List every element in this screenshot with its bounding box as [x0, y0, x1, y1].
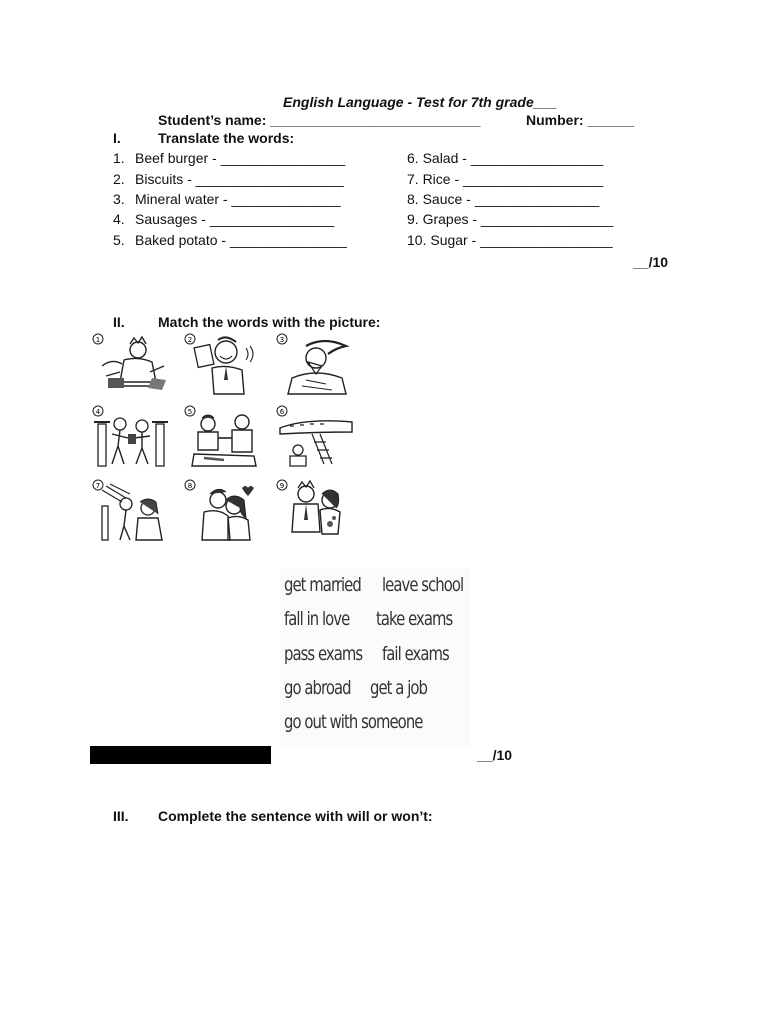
word-bank-item: take exams	[376, 608, 453, 630]
word-bank-item: go abroad	[284, 677, 351, 699]
word-bank-image	[280, 568, 470, 746]
section-1-numeral: I.	[113, 130, 121, 146]
picture-number: 9	[279, 482, 285, 490]
section-2-numeral: II.	[113, 314, 125, 330]
picture-9-illustration	[276, 478, 354, 542]
section-3-heading	[113, 808, 433, 824]
section-2-title: Match the words with the picture:	[158, 314, 381, 330]
picture-number: 4	[95, 408, 101, 416]
picture-number: 5	[187, 408, 193, 416]
word-bank-item: get married	[284, 574, 361, 596]
list-item: 5. Baked potato - _______________	[113, 232, 347, 248]
list-item: 3. Mineral water - ______________	[113, 191, 341, 207]
picture-5-illustration	[184, 404, 262, 468]
section-2-score: __/10	[477, 747, 513, 763]
word-bank-item: fall in love	[284, 608, 350, 630]
word-bank-item: pass exams	[284, 643, 363, 665]
word-bank-item: go out with someone	[284, 711, 423, 733]
word-bank-item: fail exams	[382, 643, 449, 665]
picture-number: 8	[187, 482, 193, 490]
list-item: 9. Grapes - _________________	[407, 211, 614, 227]
picture-8-illustration	[184, 478, 262, 542]
picture-number: 7	[95, 482, 101, 490]
picture-1-illustration	[92, 332, 170, 396]
list-item: 6. Salad - _________________	[407, 150, 604, 166]
section-3-title: Complete the sentence with will or won’t:	[158, 808, 433, 824]
picture-number: 6	[279, 408, 285, 416]
section-3-numeral: III.	[113, 808, 129, 824]
picture-4-illustration	[92, 404, 170, 468]
list-item: 10. Sugar - _________________	[407, 232, 613, 248]
list-item: 7. Rice - __________________	[407, 171, 604, 187]
word-bank-item: leave school	[382, 574, 464, 596]
picture-6-illustration	[276, 404, 354, 468]
picture-number: 3	[279, 336, 285, 344]
number-label: Number: ______	[526, 112, 635, 128]
list-item: 4. Sausages - ________________	[113, 211, 335, 227]
section-1-heading	[113, 130, 294, 146]
list-item: 2. Biscuits - ___________________	[113, 171, 344, 187]
section-1-title: Translate the words:	[158, 130, 295, 146]
picture-number: 2	[187, 336, 193, 344]
picture-3-illustration	[276, 332, 354, 396]
picture-number: 1	[95, 336, 101, 344]
word-bank-item: get a job	[370, 677, 428, 699]
list-item: 8. Sauce - ________________	[407, 191, 600, 207]
picture-grid	[92, 332, 354, 542]
redaction-bar	[90, 746, 271, 764]
section-1-score: __/10	[633, 254, 669, 270]
page-title: English Language - Test for 7th grade___	[283, 94, 558, 110]
section-2-heading	[113, 314, 380, 330]
picture-7-illustration	[92, 478, 170, 542]
student-name-label: Student’s name: ___________________________	[158, 112, 481, 128]
list-item: 1. Beef burger - ________________	[113, 150, 346, 166]
picture-2-illustration	[184, 332, 262, 396]
